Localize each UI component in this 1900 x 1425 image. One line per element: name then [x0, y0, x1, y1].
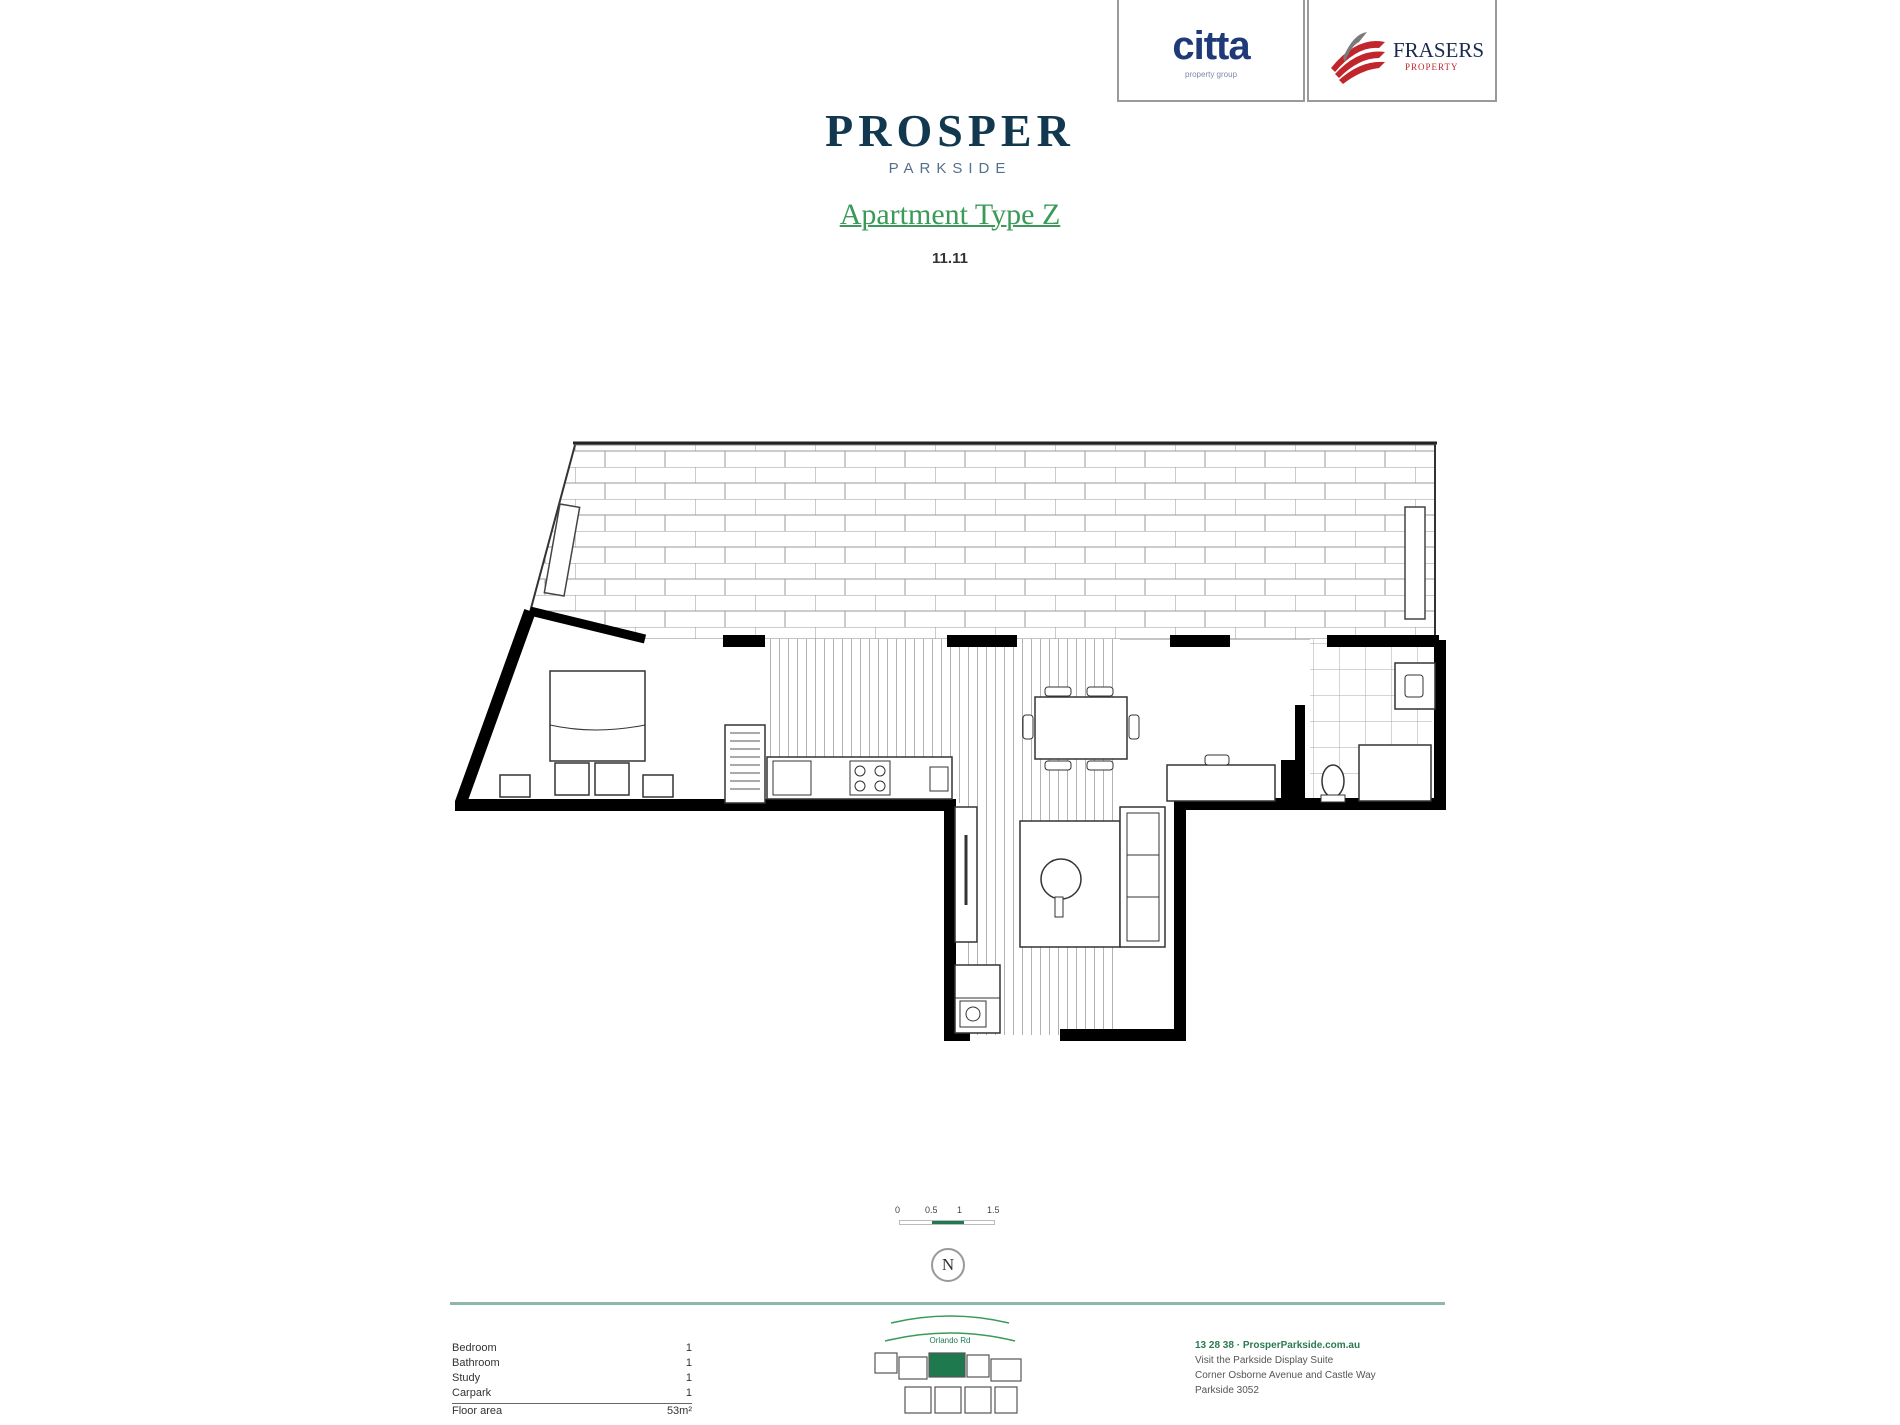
scale-label: 0: [895, 1205, 901, 1215]
spec-label: Bedroom: [452, 1342, 497, 1354]
contact-line: Visit the Parkside Display Suite: [1195, 1355, 1334, 1366]
toilet-icon: [1321, 765, 1345, 802]
contact-line: Parkside 3052: [1195, 1385, 1259, 1396]
frasers-logo-tagline: PROPERTY: [1405, 62, 1459, 72]
footer-divider: [450, 1302, 1445, 1305]
spec-label: Floor area: [452, 1405, 503, 1417]
citta-logo: [1117, 0, 1305, 102]
contact-phone-web: 13 28 38 · ProsperParkside.com.au: [1195, 1340, 1361, 1351]
spec-value: 1: [685, 1357, 692, 1369]
spec-label: Bathroom: [452, 1357, 500, 1369]
dining-table: [1023, 687, 1139, 770]
cooktop-icon: [850, 761, 890, 795]
scale-label: 1.5: [987, 1205, 1000, 1215]
frasers-wing-icon: [1327, 28, 1389, 84]
spec-label: Study: [452, 1372, 481, 1384]
key-plan: [865, 1313, 1035, 1425]
laundry: [955, 965, 1000, 1033]
brand-subtitle: PARKSIDE: [888, 160, 1012, 177]
spec-row: [452, 1386, 692, 1401]
contact-line: Corner Osborne Avenue and Castle Way: [1195, 1370, 1376, 1381]
north-arrow-icon: N: [931, 1248, 965, 1282]
apartment-type-heading: Apartment Type Z: [839, 198, 1061, 231]
spec-label: Carpark: [452, 1387, 492, 1399]
contact-block: [1195, 1338, 1455, 1398]
study-desk: [1167, 755, 1275, 801]
spec-value: 1: [685, 1372, 692, 1384]
brand-title: PROSPER: [825, 105, 1075, 156]
keyplan-street-label: Orlando Rd: [929, 1336, 971, 1345]
apartment-number: 11.11: [932, 250, 968, 267]
floor-plan: [455, 435, 1455, 1055]
spec-row: [452, 1356, 692, 1371]
spec-value: 1: [685, 1387, 692, 1399]
spec-row: [452, 1371, 692, 1386]
citta-logo-tagline: property group: [1184, 70, 1238, 79]
citta-logo-word: citta: [1172, 24, 1250, 68]
spec-row: [452, 1341, 692, 1356]
balcony: [530, 443, 1437, 639]
frasers-logo: [1307, 0, 1497, 102]
spec-row: [452, 1403, 692, 1419]
wardrobe: [725, 725, 765, 803]
spec-list: [452, 1341, 692, 1419]
living-area: [1020, 807, 1165, 947]
spec-value: 1: [685, 1342, 692, 1354]
spec-value: 53m²: [666, 1405, 692, 1417]
frasers-logo-word: FRASERS: [1393, 38, 1485, 62]
scale-label: 1: [957, 1205, 963, 1215]
scale-label: 0.5: [925, 1205, 938, 1215]
